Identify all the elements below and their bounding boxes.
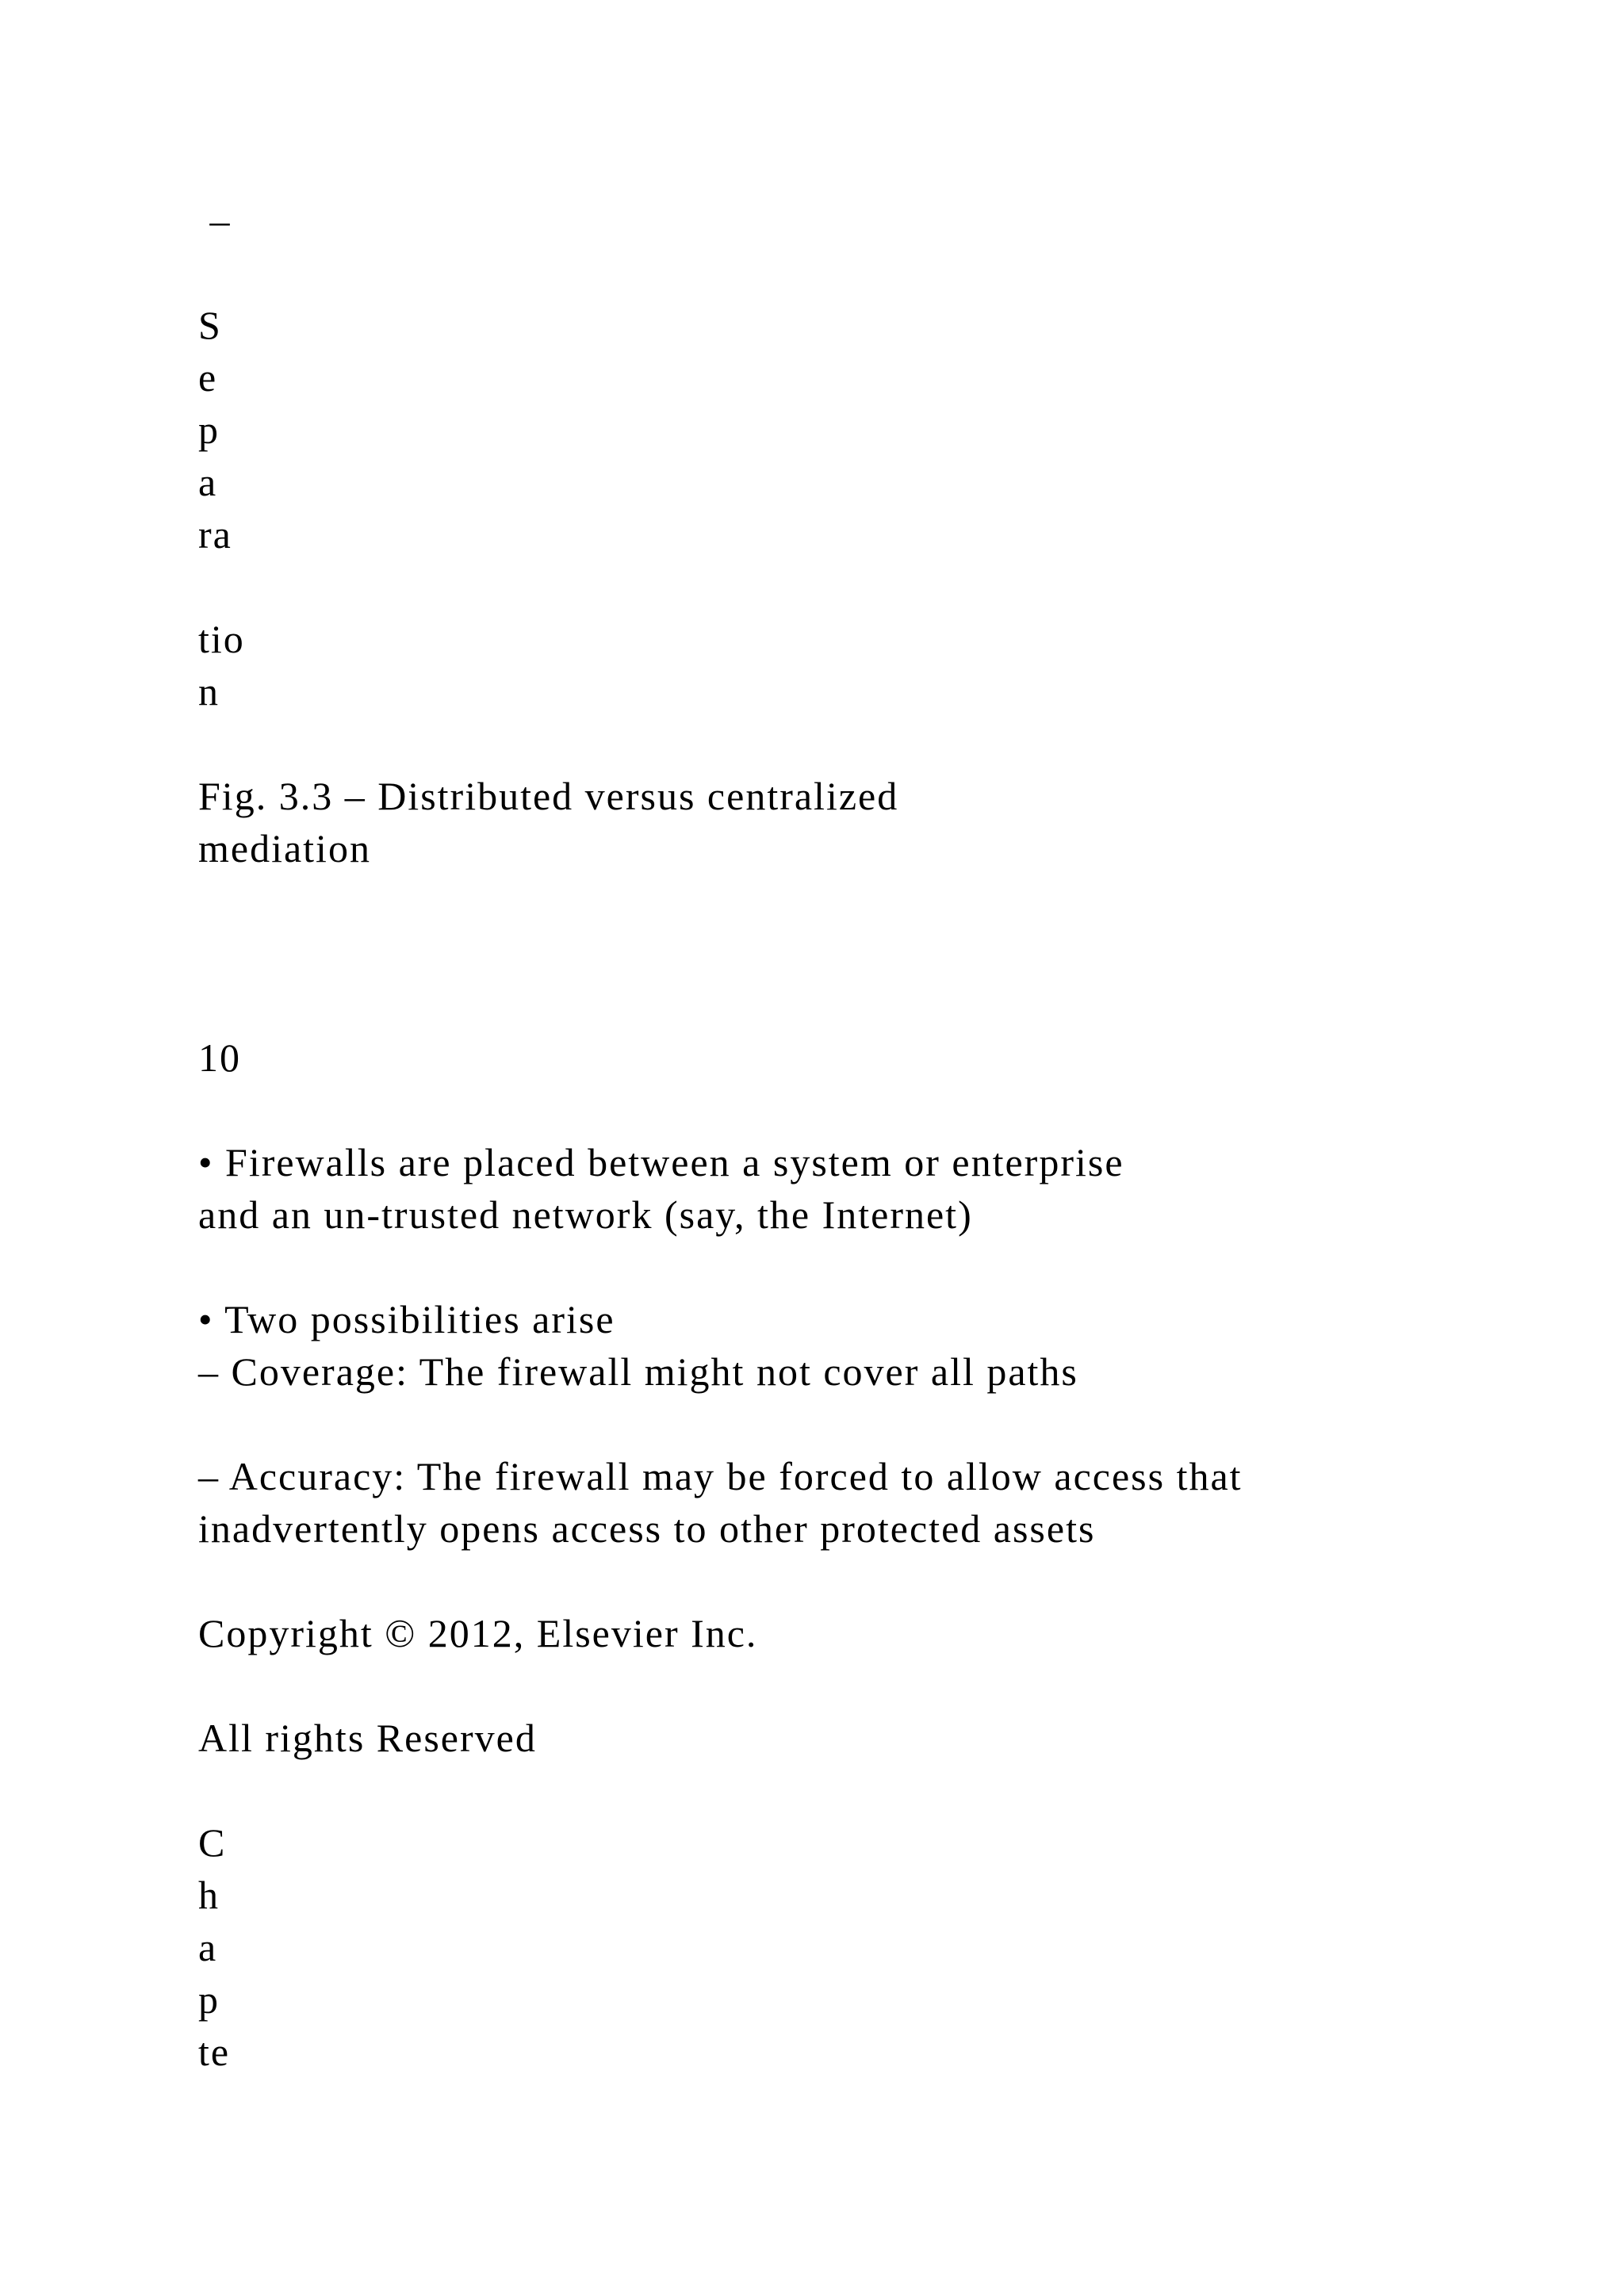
chapter-letter: a	[198, 1925, 218, 1969]
chapter-letter: C	[198, 1820, 227, 1865]
sub-bullet-accuracy-line-2: inadvertently opens access to other protected assets	[198, 1506, 1096, 1551]
chapter-letter: p	[198, 1977, 220, 2022]
slide-number: 10	[198, 1035, 241, 1080]
separation-letter: S	[198, 303, 222, 347]
sub-bullet-coverage: – Coverage: The firewall might not cover all paths	[198, 1349, 1078, 1394]
rights-text: All rights Reserved	[198, 1716, 537, 1760]
separation-letter: p	[198, 408, 220, 452]
dash-text: –	[198, 198, 232, 243]
separation-letter: e	[198, 355, 218, 400]
chapter-letter: te	[198, 2030, 231, 2074]
bullet-possibilities: • Two possibilities arise	[198, 1297, 615, 1341]
separation-letter: a	[198, 460, 218, 504]
chapter-letter: h	[198, 1873, 220, 1917]
copyright-text: Copyright © 2012, Elsevier Inc.	[198, 1611, 758, 1655]
sub-bullet-accuracy-line-1: – Accuracy: The firewall may be forced to allow access that	[198, 1454, 1243, 1498]
figure-caption-line-1: Fig. 3.3 – Distributed versus centralized	[198, 774, 899, 818]
separation-letter: n	[198, 669, 220, 714]
bullet-firewalls-line-2: and an un-trusted network (say, the Internet)	[198, 1192, 973, 1237]
separation-letter: tio	[198, 617, 245, 661]
bullet-firewalls-line-1: • Firewalls are placed between a system or enterprise	[198, 1140, 1124, 1184]
figure-caption-line-2: mediation	[198, 826, 371, 871]
separation-letter: ra	[198, 512, 232, 557]
